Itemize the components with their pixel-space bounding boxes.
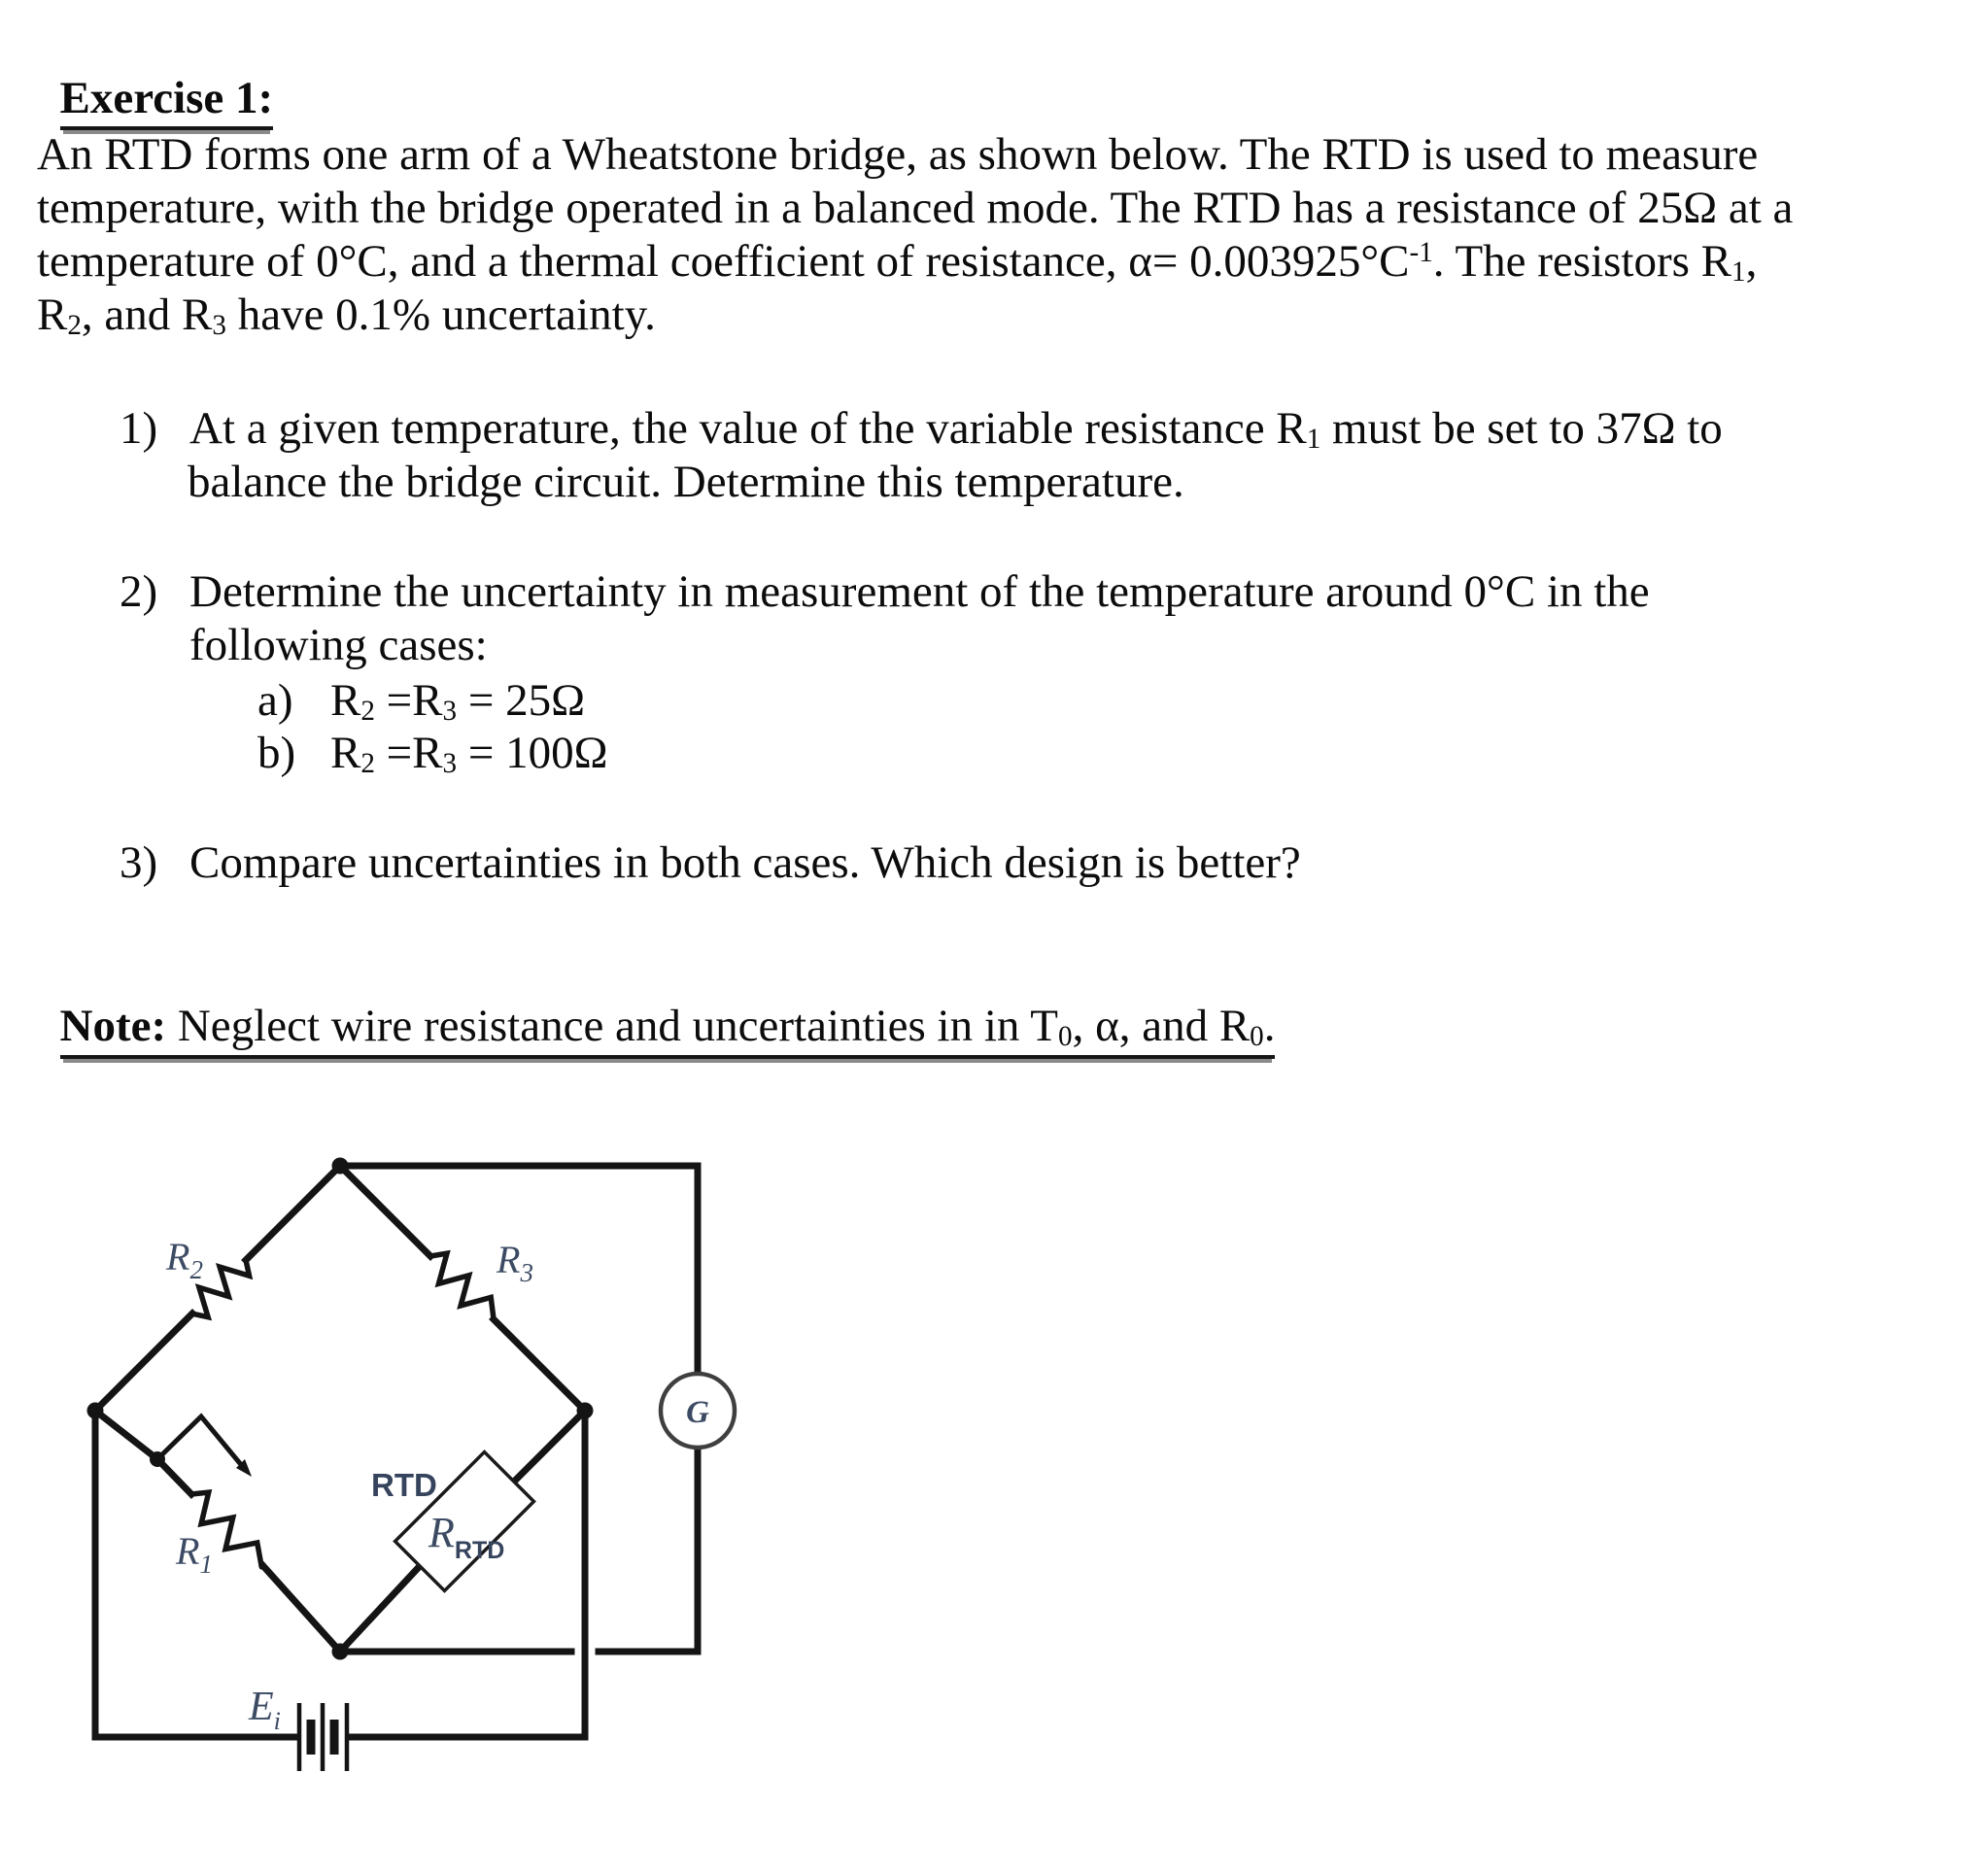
note-body: Neglect wire resistance and uncertainties in in $T_0$, α, and $R_0$. xyxy=(166,1001,1276,1052)
item-3-number: 3) xyxy=(120,837,158,888)
node-dot-top xyxy=(332,1158,349,1175)
note-line xyxy=(37,946,1275,1053)
intro-line-3: temperature of 0°C, and a thermal coefficient of resistance, $\alpha= 0.003925^\circ C^{-1}$. The resistors $R_1$, xyxy=(37,236,1758,288)
exercise-title-text: Exercise 1: xyxy=(60,73,274,130)
node-dot-bottom xyxy=(332,1644,349,1660)
battery-wire-right xyxy=(349,1411,585,1737)
label-rtd: RTD xyxy=(371,1467,437,1503)
item-3-line-1: Compare uncertainties in both cases. Which design is better? xyxy=(189,837,1301,888)
exercise-title xyxy=(37,18,273,125)
item-1-line-1: At a given temperature, the value of the variable resistance $R_1$ must be set to 37Ω to xyxy=(189,403,1723,455)
arm-r2-lower xyxy=(95,1313,192,1411)
variable-resistor-arrow xyxy=(157,1416,252,1477)
intro-line-1: An RTD forms one arm of a Wheatstone bridge, as shown below. The RTD is used to measure xyxy=(37,129,1759,180)
subitem-a-text: $R_2 =R_3 = 25\Omega$ xyxy=(330,675,586,727)
arm-r1-upper xyxy=(95,1411,157,1459)
note-underline xyxy=(60,1001,1276,1059)
label-galvanometer: G xyxy=(686,1395,709,1430)
intro-line-2: temperature, with the bridge operated in a balanced mode. The RTD has a resistance of 25Ω at a xyxy=(37,183,1794,233)
subitem-a-number: a) xyxy=(257,675,293,726)
arm-r3-upper xyxy=(340,1166,430,1256)
note-prefix: Note: xyxy=(59,1001,167,1051)
node-dot-left xyxy=(87,1403,104,1419)
resistor-r3-zigzag xyxy=(421,1246,503,1329)
node-dot-r1-tap xyxy=(150,1451,165,1467)
item-2-line-2: following cases: xyxy=(189,620,488,670)
intro-line-4: $R_2$, and $R_3$ have 0.1% uncertainty. xyxy=(37,290,656,341)
item-2-line-1: Determine the uncertainty in measurement of the temperature around 0°C in the xyxy=(189,566,1650,617)
label-r2: $R_2$ xyxy=(166,1235,203,1284)
subitem-b-number: b) xyxy=(257,728,296,778)
subitem-b-text: $R_2 =R_3 = 100\Omega$ xyxy=(330,728,608,779)
item-1-line-2: balance the bridge circuit. Determine this temperature. xyxy=(188,457,1184,507)
arm-r3-lower xyxy=(494,1319,585,1411)
node-dot-right xyxy=(577,1403,594,1419)
label-r-rtd: $R_{RTD}$ xyxy=(428,1509,505,1564)
arm-r1-lower xyxy=(263,1566,340,1652)
label-r1: $R_1$ xyxy=(176,1529,213,1579)
item-2-number: 2) xyxy=(120,566,158,617)
arm-rtd-upper xyxy=(509,1411,585,1486)
wheatstone-bridge-diagram xyxy=(58,1117,777,1875)
arm-r2-upper xyxy=(246,1166,340,1260)
label-r3: $R_3$ xyxy=(497,1238,533,1287)
label-battery: $E_i$ xyxy=(249,1685,281,1735)
arm-rtd-lower xyxy=(340,1566,420,1652)
item-1-number: 1) xyxy=(120,403,158,454)
battery-symbol xyxy=(299,1703,347,1771)
